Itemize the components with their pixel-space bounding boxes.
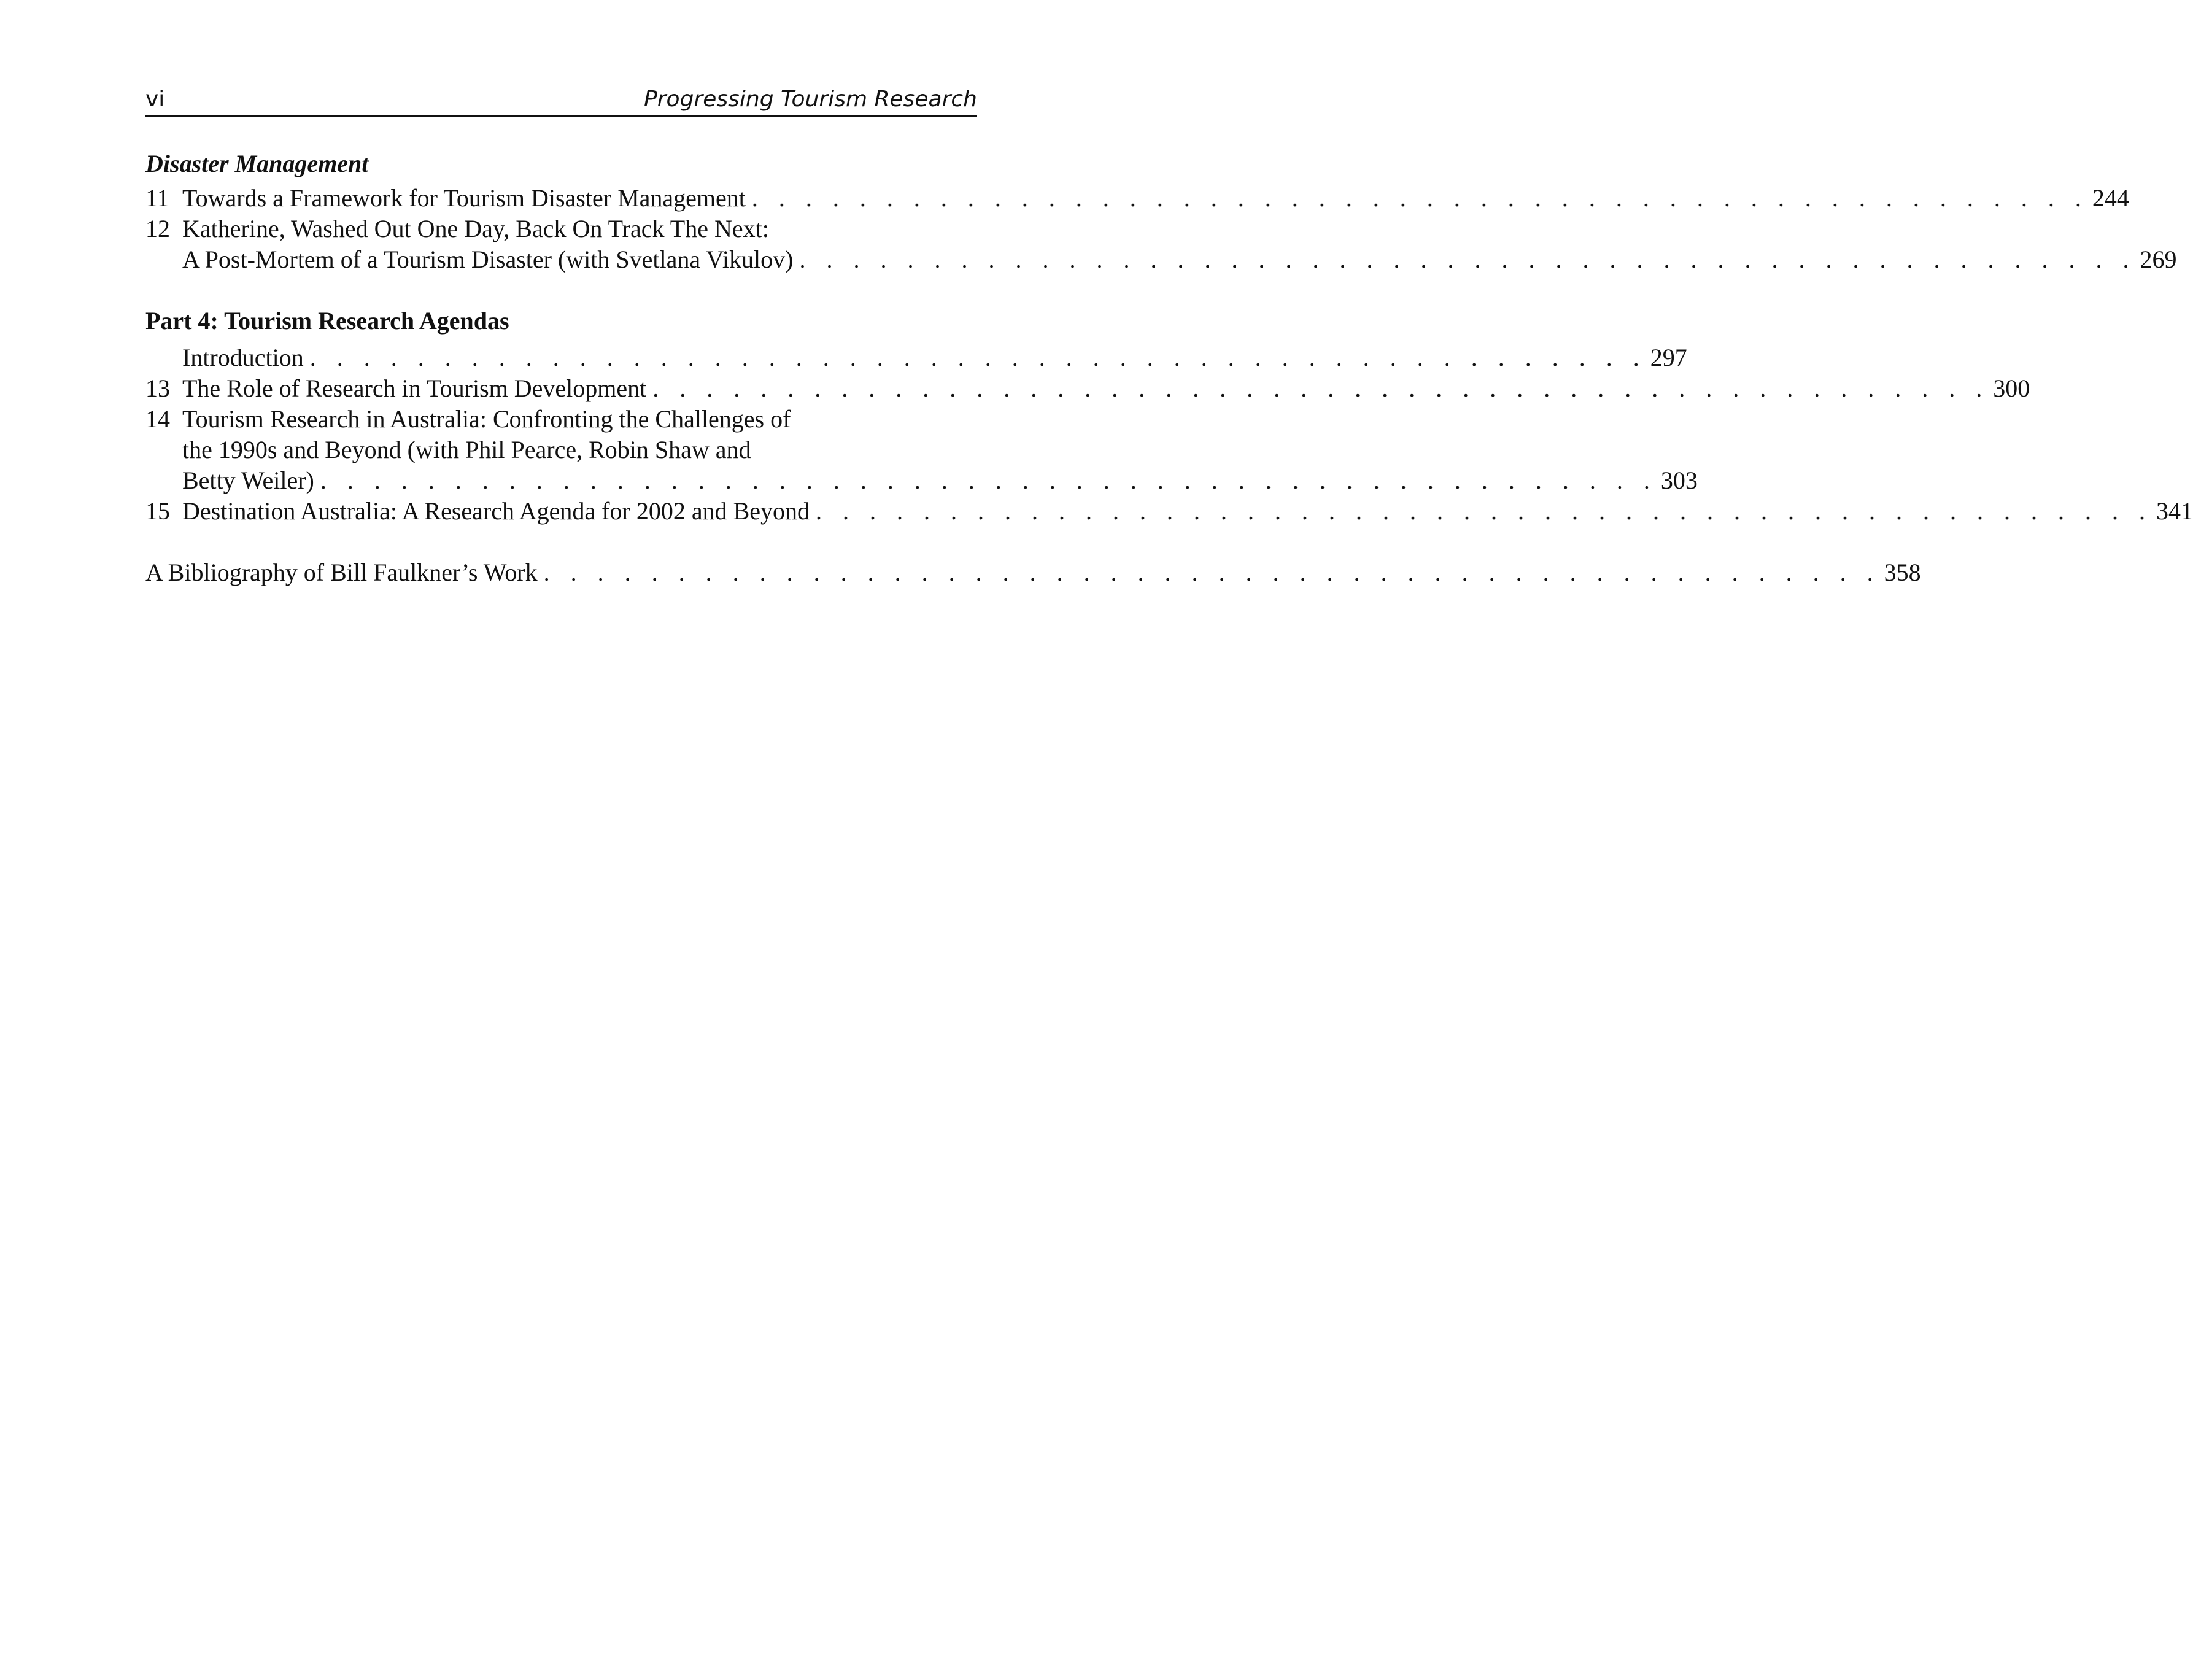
chapter-title: Destination Australia: A Research Agenda for 2002 and Beyond: [182, 497, 810, 525]
table-of-contents: [145, 149, 2193, 588]
page-number: 303: [1660, 466, 1698, 494]
toc-entry-introduction: [145, 343, 1687, 373]
toc-entry-13: [145, 373, 2030, 404]
section-heading-disaster-management: Disaster Management: [145, 150, 369, 177]
page-number: 358: [1884, 559, 1921, 586]
dot-leader: . . . . . . . . . . . . . . . . . . . . . . . . . . . . . . . . . . . . . . . . . . . . . . . . . .: [320, 466, 1657, 494]
page-folio: vi: [145, 87, 165, 112]
book-page: [145, 86, 2193, 588]
chapter-number: 15: [145, 497, 170, 525]
toc-line: [182, 244, 2177, 275]
chapter-number: 12: [145, 215, 170, 242]
dot-leader: . . . . . . . . . . . . . . . . . . . . . . . . . . . . . . . . . . . . . . . . . . . . . . . . . .: [799, 246, 2137, 273]
running-head-title: Progressing Tourism Research: [644, 87, 977, 112]
running-head: [145, 86, 977, 117]
chapter-number: 14: [145, 405, 170, 433]
page-number: 269: [2140, 246, 2177, 273]
toc-line: [182, 373, 2030, 404]
page-number: 297: [1650, 344, 1687, 371]
part-heading-part-4: Part 4: Tourism Research Agendas: [145, 307, 509, 335]
page-number: 244: [2092, 184, 2129, 212]
bibliography-title: A Bibliography of Bill Faulkner’s Work: [145, 559, 538, 586]
chapter-title-line: Tourism Research in Australia: Confronting the Challenges of: [182, 405, 791, 433]
dot-leader: . . . . . . . . . . . . . . . . . . . . . . . . . . . . . . . . . . . . . . . . . . . . . . . . . .: [652, 374, 1990, 402]
dot-leader: . . . . . . . . . . . . . . . . . . . . . . . . . . . . . . . . . . . . . . . . . . . . . . . . . .: [309, 344, 1647, 371]
chapter-title: Introduction: [182, 344, 304, 371]
toc-line: [145, 557, 1921, 588]
dot-leader: . . . . . . . . . . . . . . . . . . . . . . . . . . . . . . . . . . . . . . . . . . . . . . . . . .: [543, 559, 1881, 586]
page-number: 341: [2156, 497, 2193, 525]
toc-line: [182, 496, 2193, 527]
dot-leader: . . . . . . . . . . . . . . . . . . . . . . . . . . . . . . . . . . . . . . . . . . . . . . . . . .: [751, 184, 2089, 212]
toc-entry-bibliography: [145, 557, 1921, 588]
chapter-number: 13: [145, 374, 170, 402]
chapter-title-line: the 1990s and Beyond (with Phil Pearce, Robin Shaw and: [182, 436, 751, 463]
toc-line: [182, 465, 1698, 496]
dot-leader: . . . . . . . . . . . . . . . . . . . . . . . . . . . . . . . . . . . . . . . . . . . . . . . . . .: [816, 497, 2153, 525]
toc-entry-14: [145, 404, 1698, 496]
toc-line: [182, 183, 2129, 214]
chapter-title-line: Betty Weiler): [182, 466, 314, 494]
chapter-number: 11: [145, 184, 169, 212]
toc-entry-15: [145, 496, 2193, 527]
chapter-title-line: A Post-Mortem of a Tourism Disaster (with Svetlana Vikulov): [182, 246, 794, 273]
toc-entry-12: [145, 214, 2177, 275]
chapter-title: The Role of Research in Tourism Development: [182, 374, 647, 402]
page-number: 300: [1993, 374, 2030, 402]
toc-entry-11: [145, 183, 2129, 214]
toc-line: [182, 343, 1687, 373]
chapter-title-line: Katherine, Washed Out One Day, Back On Track The Next:: [182, 215, 769, 242]
chapter-title: Towards a Framework for Tourism Disaster Management: [182, 184, 746, 212]
